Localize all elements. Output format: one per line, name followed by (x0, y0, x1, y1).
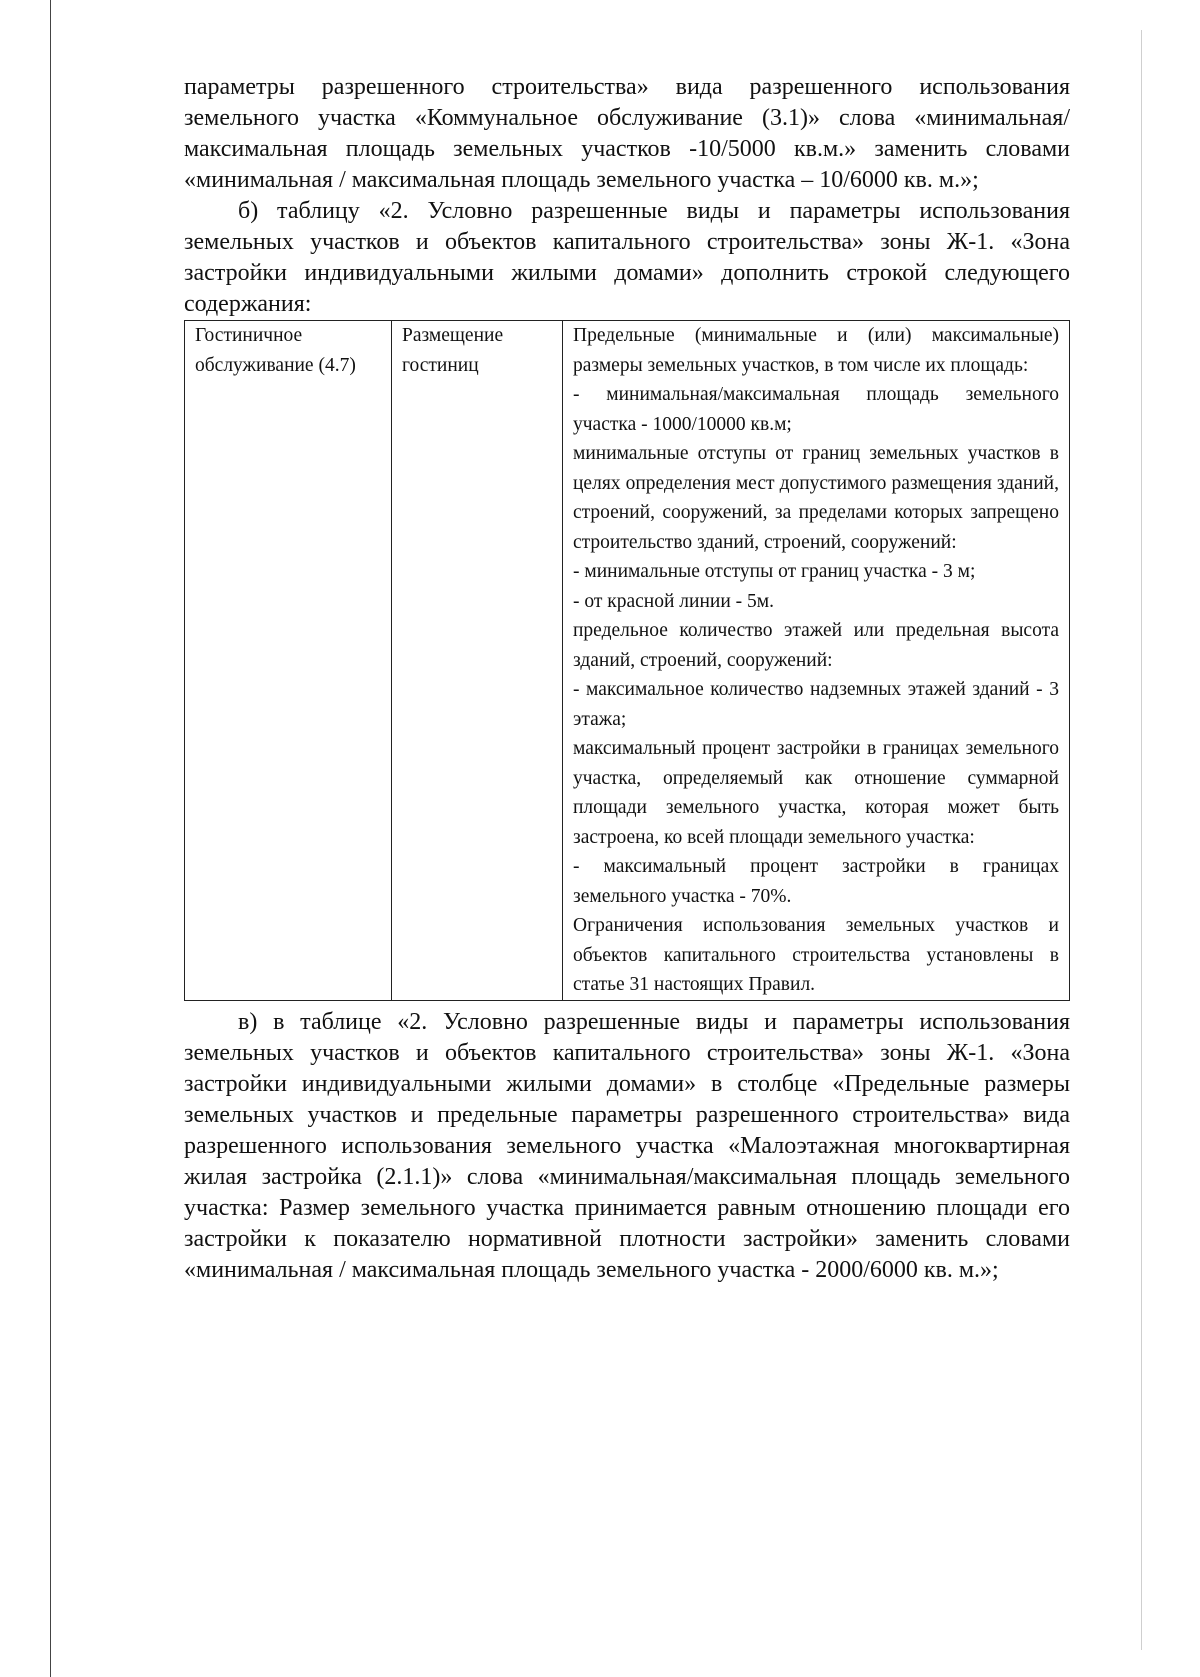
parameter-line: - максимальное количество надземных этажей зданий - 3 этажа; (573, 679, 1059, 730)
parameter-line: предельное количество этажей или предельная высота зданий, строений, сооружений: (573, 620, 1059, 671)
paragraph-1: параметры разрешенного строительства» вида разрешенного использования земельного участка «Коммунальное обслуживание (3.1)» слова «минимальная/максимальная площадь земельных участков -10/5000 кв.м.» заменить словами «минимальная / максимальная площадь земельного участка – 10/6000 кв. м.»; (184, 74, 1070, 193)
parameter-line: минимальные отступы от границ земельных участков в целях определения мест допустимого размещения зданий, строений, сооружений, за пределами которых запрещено строительство зданий, строений, сооружений: (573, 443, 1059, 553)
parameter-line: максимальный процент застройки в границах земельного участка, определяемый как отношение суммарной площади земельного участка, которая может быть застроена, ко всей площади земельного участка: (573, 738, 1059, 848)
parameter-line: - максимальный процент застройки в границах земельного участка - 70%. (573, 856, 1059, 907)
amendment-table (184, 320, 1070, 1001)
paragraph-2: б) таблицу «2. Условно разрешенные виды и параметры использования земельных участков и объектов капитального строительства» зоны Ж-1. «Зона застройки индивидуальными жилыми домами» дополнить строкой следующего содержания: (184, 198, 1070, 317)
parameter-line: - минимальные отступы от границ участка - 3 м; (573, 561, 976, 582)
table-row (185, 321, 1070, 1001)
table-cell-description: Размещение гостиниц (392, 321, 563, 1001)
table-cell-type: Гостиничное обслуживание (4.7) (185, 321, 392, 1001)
parameter-line: - от красной линии - 5м. (573, 590, 774, 612)
scan-edge-right (1141, 30, 1142, 1650)
parameter-line: Ограничения использования земельных участков и объектов капитального строительства установлены в статье 31 настоящих Правил. (573, 915, 1059, 995)
table-cell-parameters (563, 321, 1070, 1001)
parameter-line: Предельные (минимальные и (или) максимальные) размеры земельных участков, в том числе их площадь: (573, 325, 1059, 376)
parameter-line: - минимальная/максимальная площадь земельного участка - 1000/10000 кв.м; (573, 384, 1059, 435)
scan-edge-left (50, 0, 51, 1677)
document-page (184, 72, 1070, 1286)
paragraph-3: в) в таблице «2. Условно разрешенные виды и параметры использования земельных участков и объектов капитального строительства» зоны Ж-1. «Зона застройки индивидуальными жилыми домами» в столбце «Предельные размеры земельных участков и предельные параметры разрешенного строительства» вида разрешенного использования земельного участка «Малоэтажная многоквартирная жилая застройка (2.1.1)» слова «минимальная/максимальная площадь земельного участка: Размер земельного участка принимается равным отношению площади его застройки к показателю нормативной плотности застройки» заменить словами «минимальная / максимальная площадь земельного участка - 2000/6000 кв. м.»; (184, 1008, 1070, 1283)
